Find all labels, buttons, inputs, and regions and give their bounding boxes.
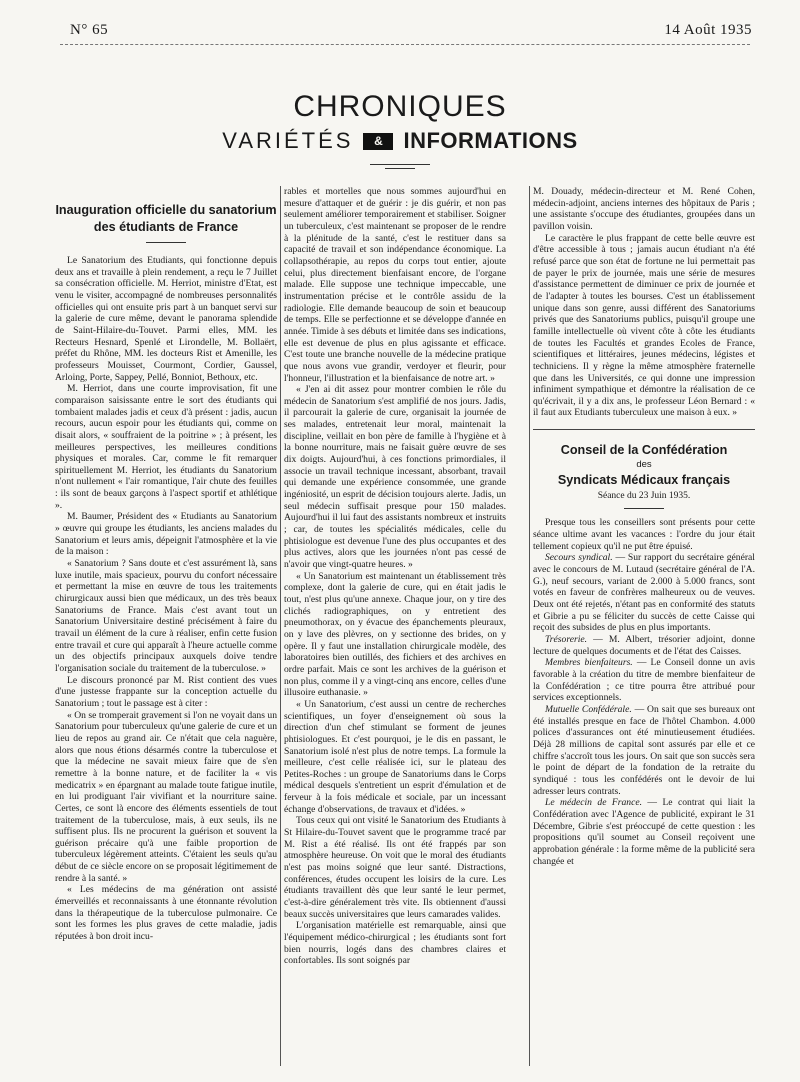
masthead-title: CHRONIQUES xyxy=(293,90,507,123)
article1-paragraph: « J'en ai dit assez pour montrer combien le rôle du médecin de Sanatorium s'est amplifié de nos jours. Jadis, il parcourait la galerie de cure, organisait la journée de ses malades, entretenait leur moral, maintenait la discipline, veillait en bon père de famille à l'hygiène et à la bonne nourriture, mais ne faisait guère œuvre de ses dix doigts. Aujourd'hui, à ces fonctions primordiales, il associe un travail technique incessant, absorbant, travail qui demande une expérience consommée, une grande ingéniosité, un esprit de décision toujours alerte. Jadis, un seul médecin suffisait presque pour 150 malades. Aujourd'hui il lui faut des assistants nombreux et instruits ; car, de toutes les spécialités médicales, celle du phtisiologue est devenue l'une des plus occupantes et des plus actives, alors que les journées n'ont pas cessé de n'avoir que vingt-quatre heures. » xyxy=(284,384,506,570)
article1-paragraph: « Sanatorium ? Sans doute et c'est assurément là, sans luxe inutile, mais spacieux, pourvu du confort nécessaire et permettant la mise en œuvre de tous les traitements chirurgicaux aussi bien que médicaux, un des très beaux Sanatoriums de France. Mais c'est avant tout un Sanatorium Universitaire destiné précisément à faire du travail un élément de la cure à réaliser, enfin cette fusion entre travail et cure qui apparaît à l'heure actuelle comme un des objectifs principaux auxquels doive tendre l'organisation sociale du traitement de la tuberculose. » xyxy=(55,558,277,674)
page-header xyxy=(70,22,752,39)
section-text: — Le contrat qui liait la Confédération avec l'Agence de publicité, expirant le 31 Décembre, Gibrie s'est préoccupé de cette question : les propositions qu'il soumet au Conseil reçoivent une approbation générale : la forme même de la publicité sera changée et xyxy=(533,797,755,867)
article1-paragraph: « On se tromperait gravement si l'on ne voyait dans un Sanatorium pour tuberculeux qu'une galerie de cure et un lieu de repos au grand air. Ce n'était que cela naguère, alors que nous étions désarmés contre la tuberculose et que la médecine ne savait mieux faire que de s'en remettre à la bonne nature, et de faciliter la « vis medicatrix » en épargnant au malade toute fatigue inutile, en lui prodiguant l'air vivifiant et la nourriture saine. Certes, ce sont là encore des éléments essentiels de tout traitement de la tuberculose, mais, à eux seuls, ils ne suffisent plus. Ils ne procurent la guérison et souvent la guérison précaire qu'à une faible proportion de tuberculeux légèrement atteints. C'étaient les seuls qu'au début de ce siècle encore on se proposait légitimement de rendre à la santé. » xyxy=(55,709,277,884)
columns xyxy=(55,186,755,1066)
article2-paragraph xyxy=(533,552,755,634)
article1-paragraph: rables et mortelles que nous sommes aujourd'hui en mesure d'attaquer et de guérir : je dis guérir, et non pas seulement améliorer temporairement et stabiliser. Soigner un tuberculeux, c'est maintenant se proposer de le rendre à la plénitude de la santé, c'est le restituer dans sa capacité de travail et son indépendance économique. La collapsothérapie, au repos du corps tout entier, ajoute celui, plus directement bienfaisant encore, de l'organe malade. Elle suppose une technique impeccable, une instrumentation précise et le contrôle assidu de la radiologie. Elle demande beaucoup de soin et beaucoup de temps. Elle se perfectionne et se développe d'année en année. Timide à ses débuts et limitée dans ses indications, elle est devenue de plus en plus agissante et efficace. C'est toute une branche nouvelle de la médecine pratique que nous avons vue grandir, verdoyer et fleurir, pour l'honneur, l'illustration et la bienfaisance de notre art. » xyxy=(284,186,506,384)
article2-title-rule xyxy=(624,508,664,509)
masthead-amp: & xyxy=(363,133,393,150)
header-rule xyxy=(60,44,750,45)
article2-title-line3: Syndicats Médicaux français xyxy=(557,472,731,487)
article1-paragraph: M. Herriot, dans une courte improvisation, fit une comparaison saisissante entre le sort des étudiants qui tombaient malades jadis et ceux d'à présent : jadis, aucun recours, aucun espoir pour les étudiants qui, comme on disait alors, « souffraient de la poitrine » ; à présent, les meilleures perspectives, les meilleures conditions physiques et morales. Car, comme le fit remarquer spirituellement M. Herriot, les étudiants du Sanatorium n'ont nullement « l'air romantique, l'air chute des feuilles : ils sont de beaux garçons à l'aspect sportif et athlétique ». xyxy=(55,383,277,511)
column-2 xyxy=(284,186,506,967)
article1-title-rule xyxy=(146,242,186,243)
column-1 xyxy=(55,186,277,943)
article2-title-line2: des xyxy=(636,459,652,471)
article1-title: Inauguration officielle du sanatorium des étudiants de France xyxy=(55,203,277,234)
article1-paragraph: L'organisation matérielle est remarquable, ainsi que l'équipement médico-chirurgical ; les étudiants sont fort bien nourris, logés dans des chambres claires et confortables. Ils sont soignés par xyxy=(284,920,506,967)
section-heading: Mutuelle Confédérale. xyxy=(545,703,632,715)
section-heading: Membres bienfaiteurs. xyxy=(545,657,633,669)
article2-date: Séance du 23 Juin 1935. xyxy=(597,490,691,501)
article2-paragraph xyxy=(533,657,755,704)
masthead-ornament-short xyxy=(385,168,415,169)
article-separator xyxy=(533,429,755,430)
article1-paragraph: M. Douady, médecin-directeur et M. René Cohen, médecin-adjoint, anciens internes des hôpitaux de Paris ; une assistante s'occupe des étudiantes, groupées dans un pavillon voisin. xyxy=(533,186,755,232)
article2-paragraph xyxy=(533,634,755,657)
masthead-right: INFORMATIONS xyxy=(403,128,578,153)
article2-paragraph: Presque tous les conseillers sont présents pour cette séance ultime avant les vacances : l'ordre du jour était tellement copieux qu'il ne put être épuisé. xyxy=(533,517,755,552)
masthead-ornament xyxy=(370,164,430,165)
article1-paragraph: M. Baumer, Président des « Etudiants au Sanatorium » œuvre qui groupe les étudiants, les anciens malades du Sanatorium et leurs amis, dépeignit l'atmosphère et la vie de la maison : xyxy=(55,511,277,558)
issue-number: N° 65 xyxy=(70,22,109,38)
article1-paragraph: « Les médecins de ma génération ont assisté émerveillés et reconnaissants à une étonnante révolution dans la thérapeutique de la tuberculose pulmonaire. Ce sont les formes les plus graves de cette maladie, jadis réputées à bon droit incu- xyxy=(55,884,277,943)
column-3 xyxy=(533,186,755,867)
column-divider-2 xyxy=(529,186,530,1066)
section-text: — On sait que ses bureaux ont été installés presque en face de l'hôtel Chambon. 4.000 polices d'assurances ont été minutieusement étudiées. Déjà 28 millions de capital sont assurés par elle et ce chiffre s'accroît tous les jours. On sait que son succès sera le point de départ de la fondation de la retraite du syndiqué : tous les confédérés ont le devoir de lui adresser leurs contrats. xyxy=(533,703,755,797)
column-divider-1 xyxy=(280,186,281,1066)
article1-paragraph: Le caractère le plus frappant de cette belle œuvre est d'être accessible à tous ; jamais aucun étudiant n'a été refusé parce que son état de fortune ne lui permettait pas de payer le prix de journée, mais une série de mesures d'assistance permettent de diminuer ce prix de journée et de l'adapter à toutes les bourses. C'est un établissement unique dans son genre, aussi différent des Sanatoriums privés que des Sanatoriums publics, puisqu'il groupe une famille intellectuelle où vivent côte à côte les étudiants de toutes les Facultés et grandes Ecoles de France, scientifiques et littéraires, jeunes médecins, légistes et techniciens. Il y règne la même atmosphère fraternelle que dans les Universités, ce qui donne une impression infiniment sympathique et démontre la réalisation de ce qu'écrivait, il y a dix ans, le professeur Léon Bernard : « il faut aux Etudiants tuberculeux une maison à eux. » xyxy=(533,232,755,419)
masthead xyxy=(0,92,800,169)
masthead-subtitle xyxy=(0,128,800,154)
article2-title xyxy=(533,442,755,489)
section-text: — M. Albert, trésorier adjoint, donne lecture de quelques documents et de l'état des Caisses. xyxy=(533,634,755,657)
article2-paragraph xyxy=(533,704,755,797)
section-text: — Le Conseil donne un avis favorable à la création du titre de membre bienfaiteur de la Confédération ; ce titre pourra être attribué pour services exceptionnels. xyxy=(533,657,755,704)
article2-title-line1: Conseil de la Confédération xyxy=(560,443,728,458)
section-text: — Sur rapport du secrétaire général avec le concours de M. Lutaud (secrétaire général de l'A. G.), neuf secours, variant de 2.000 à 5.000 francs, sont votés en faveur de confrères malheureux ou de veuves. Deux ont été rejetés, n'étant pas en conformité des statuts et Gibrie a pu se féliciter du succès de cette Caisse qui reçoit des subsides de plus en plus importants. xyxy=(533,552,755,634)
section-heading: Secours syndical. xyxy=(545,552,613,564)
masthead-left: VARIÉTÉS xyxy=(222,128,354,153)
article1-paragraph: « Un Sanatorium est maintenant un établissement très complexe, dont la galerie de cure, qui en était jadis le tout, n'est plus qu'une annexe. Chaque jour, on y tire des clichés radiographiques, on y entretient des pneumothorax, on y évacue des épanchements pleuraux, on y lave des plèvres, on y sectionne des brides, on y opère. Il y faut une installation chirurgicale modèle, des laboratoires bien outillés, des fichiers et des archives en ordre parfait. Mais ce sont les archives de la guérison et non plus, comme il y a vingt-cinq ans encore, celles d'une illusoire euthanasie. » xyxy=(284,570,506,699)
article1-paragraph: Le Sanatorium des Etudiants, qui fonctionne depuis deux ans et travaille à plein rendement, a reçu le 7 Juillet sa consécration officielle. M. Herriot, ministre d'Etat, est venu le visiter, accompagné de nombreuses personnalités officielles qui ont ensuite pris part à un banquet servi sur la galerie de cure même, devant le panorama splendide de Saint-Hilaire-du-Touvet. Parmi elles, MM. les Recteurs Hesnard, Spenlé et Lirondelle, M. Bollaërt, préfet du Rhône, MM. les docteurs Rist et Amenille, les professeurs Mouisset, Courmont, Cordier, Gaussel, Arloing, Porte, Sappey, Pellé, Bonniot, Bethoux, etc. xyxy=(55,255,277,383)
article1-paragraph: « Un Sanatorium, c'est aussi un centre de recherches scientifiques, un foyer d'enseignement où sous la direction d'un chef stimulant se forment de jeunes phtisiologues. Et c'est pourquoi, je le dis en passant, le Sanatorium isolé n'est plus de notre temps. La formule la meilleure, c'est celle réalisée ici, sur le plateau des Petites-Roches : un groupe de Sanatoriums dans le Corps médical desquels s'entretient un esprit d'émulation et de ferveur à la fois médicale et sociale, par un incessant échange d'observations, de travaux et d'idées. » xyxy=(284,698,506,815)
article1-paragraph: Tous ceux qui ont visité le Sanatorium des Etudiants à St Hilaire-du-Touvet savent que le programme tracé par M. Rist a été réalisé. Ils ont été frappés par son atmosphère heureuse. On voit que le moral des étudiants n'est pas moins soigné que leur santé. Distractions, conférences, études occupent les loisirs de la cure. Les étudiants travaillent dès que leur santé le leur permet, c'est-à-dire généralement très vite. Ils obtiennent d'aussi beaux succès universitaires que leurs camarades valides. xyxy=(284,815,506,920)
section-heading: Trésorerie. xyxy=(545,634,588,646)
section-heading: Le médecin de France. xyxy=(545,797,642,809)
issue-date: 14 Août 1935 xyxy=(664,22,752,38)
article1-paragraph: Le discours prononcé par M. Rist contient des vues d'une justesse frappante sur la conception actuelle du Sanatorium ; tout le passage est à citer : xyxy=(55,674,277,709)
article2-paragraph xyxy=(533,797,755,867)
